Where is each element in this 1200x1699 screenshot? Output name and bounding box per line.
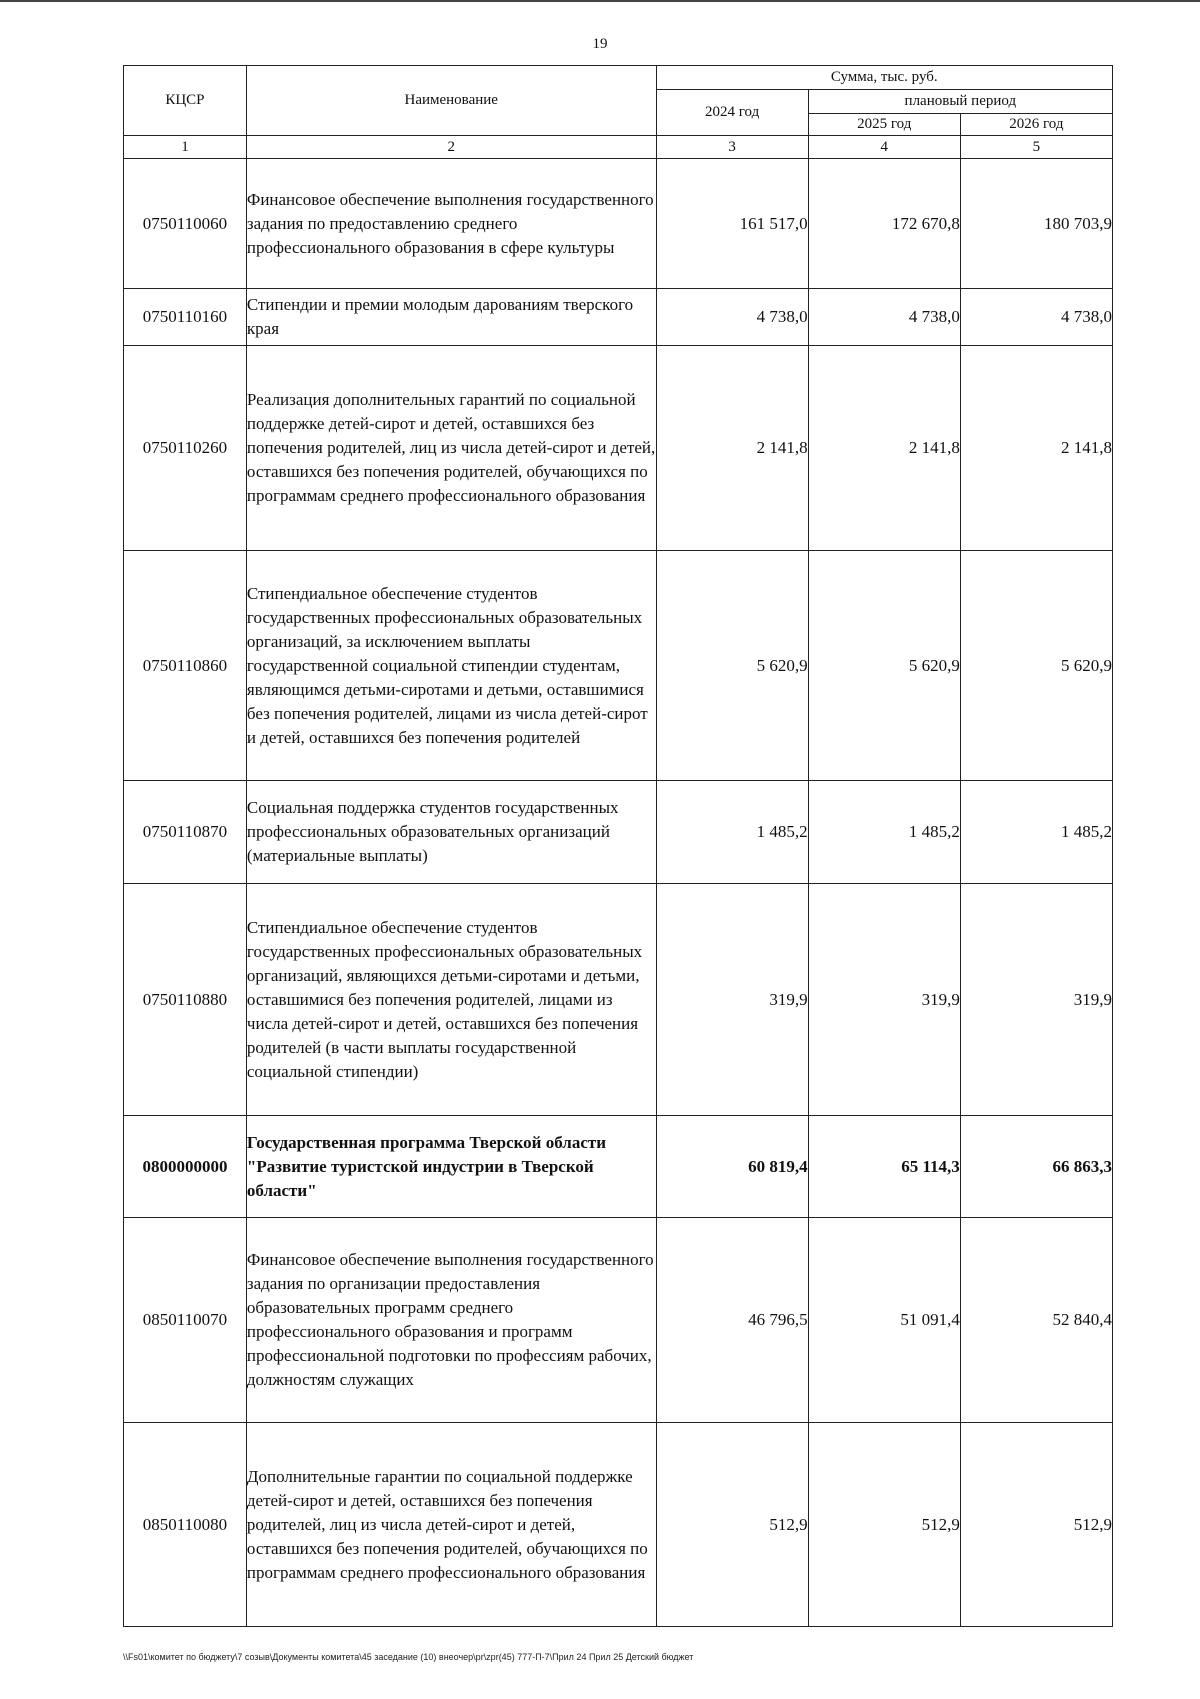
table-row bbox=[124, 781, 1113, 884]
row-name: Стипендиальное обеспечение студентов государственных профессиональных образовательных организаций, являющихся детьми-сиротами и детьми, оставшимися без попечения родителей, лицами из числа детей-сирот и детей, оставшихся без попечения родителей (в части выплаты государственной социальной стипендии) bbox=[246, 884, 656, 1116]
header-index-3: 3 bbox=[656, 136, 808, 159]
row-name: Финансовое обеспечение выполнения государственного задания по предоставлению среднего профессионального образования в сфере культуры bbox=[246, 159, 656, 289]
row-2026: 66 863,3 bbox=[960, 1116, 1112, 1218]
table-body bbox=[124, 159, 1113, 1627]
row-2026: 5 620,9 bbox=[960, 551, 1112, 781]
header-sum: Сумма, тыс. руб. bbox=[656, 66, 1112, 90]
table-row bbox=[124, 289, 1113, 346]
row-name: Стипендиальное обеспечение студентов государственных профессиональных образовательных организаций, за исключением выплаты государственной социальной стипендии студентам, являющимся детьми-сиротами и детьми, оставшимися без попечения родителей, лицами из числа детей-сирот и детей, оставшихся без попечения родителей bbox=[246, 551, 656, 781]
row-name: Финансовое обеспечение выполнения государственного задания по организации предоставления образовательных программ среднего профессионального образования и программ профессиональной подготовки по профессиям рабочих, должностям служащих bbox=[246, 1218, 656, 1423]
row-2025: 512,9 bbox=[808, 1423, 960, 1627]
row-2026: 180 703,9 bbox=[960, 159, 1112, 289]
row-2026: 1 485,2 bbox=[960, 781, 1112, 884]
row-code: 0750110060 bbox=[124, 159, 247, 289]
header-index-5: 5 bbox=[960, 136, 1112, 159]
row-2024: 161 517,0 bbox=[656, 159, 808, 289]
row-2024: 1 485,2 bbox=[656, 781, 808, 884]
header-2024: 2024 год bbox=[656, 90, 808, 136]
footer-file-path: \\Fs01\комитет по бюджету\7 созыв\Документы комитета\45 заседание (10) внеочер\pr\zpr(45) 777-П-7\Прил 24 Прил 25 Детский бюджет bbox=[123, 1652, 694, 1662]
header-code: КЦСР bbox=[124, 66, 247, 136]
page-number: 19 bbox=[592, 36, 608, 52]
row-code: 0750110260 bbox=[124, 346, 247, 551]
row-2024: 512,9 bbox=[656, 1423, 808, 1627]
row-2024: 60 819,4 bbox=[656, 1116, 808, 1218]
row-2024: 2 141,8 bbox=[656, 346, 808, 551]
row-code: 0750110160 bbox=[124, 289, 247, 346]
table-row-program bbox=[124, 1116, 1113, 1218]
table-row bbox=[124, 1423, 1113, 1627]
row-2024: 46 796,5 bbox=[656, 1218, 808, 1423]
table-row bbox=[124, 159, 1113, 289]
row-2025: 172 670,8 bbox=[808, 159, 960, 289]
row-2025: 65 114,3 bbox=[808, 1116, 960, 1218]
header-name: Наименование bbox=[246, 66, 656, 136]
page-top-edge bbox=[0, 0, 1200, 2]
row-code: 0750110860 bbox=[124, 551, 247, 781]
table-row bbox=[124, 884, 1113, 1116]
row-code: 0850110080 bbox=[124, 1423, 247, 1627]
row-2025: 1 485,2 bbox=[808, 781, 960, 884]
row-code: 0750110880 bbox=[124, 884, 247, 1116]
row-2025: 5 620,9 bbox=[808, 551, 960, 781]
row-2025: 4 738,0 bbox=[808, 289, 960, 346]
row-2026: 2 141,8 bbox=[960, 346, 1112, 551]
header-2026: 2026 год bbox=[960, 114, 1112, 136]
row-name: Социальная поддержка студентов государственных профессиональных образовательных организаций (материальные выплаты) bbox=[246, 781, 656, 884]
row-code: 0850110070 bbox=[124, 1218, 247, 1423]
table-row bbox=[124, 1218, 1113, 1423]
table-header bbox=[124, 66, 1113, 159]
row-name: Дополнительные гарантии по социальной поддержке детей-сирот и детей, оставшихся без попечения родителей, лиц из числа детей-сирот и детей, оставшихся без попечения родителей, обучающихся по программам среднего профессионального образования bbox=[246, 1423, 656, 1627]
row-2026: 319,9 bbox=[960, 884, 1112, 1116]
header-index-1: 1 bbox=[124, 136, 247, 159]
row-code: 0750110870 bbox=[124, 781, 247, 884]
table-row bbox=[124, 346, 1113, 551]
row-2025: 51 091,4 bbox=[808, 1218, 960, 1423]
row-name: Государственная программа Тверской области "Развитие туристской индустрии в Тверской области" bbox=[246, 1116, 656, 1218]
row-name: Реализация дополнительных гарантий по социальной поддержке детей-сирот и детей, оставшихся без попечения родителей, лиц из числа детей-сирот и детей, оставшихся без попечения родителей, обучающихся по программам среднего профессионального образования bbox=[246, 346, 656, 551]
row-2025: 319,9 bbox=[808, 884, 960, 1116]
header-index-2: 2 bbox=[246, 136, 656, 159]
row-2026: 512,9 bbox=[960, 1423, 1112, 1627]
row-name: Стипендии и премии молодым дарованиям тверского края bbox=[246, 289, 656, 346]
header-index-row bbox=[124, 136, 1113, 159]
table-row bbox=[124, 551, 1113, 781]
header-2025: 2025 год bbox=[808, 114, 960, 136]
budget-table bbox=[123, 65, 1113, 1627]
header-planned-period: плановый период bbox=[808, 90, 1112, 114]
row-2026: 52 840,4 bbox=[960, 1218, 1112, 1423]
row-2025: 2 141,8 bbox=[808, 346, 960, 551]
header-index-4: 4 bbox=[808, 136, 960, 159]
row-code: 0800000000 bbox=[124, 1116, 247, 1218]
row-2024: 4 738,0 bbox=[656, 289, 808, 346]
row-2024: 5 620,9 bbox=[656, 551, 808, 781]
row-2024: 319,9 bbox=[656, 884, 808, 1116]
row-2026: 4 738,0 bbox=[960, 289, 1112, 346]
